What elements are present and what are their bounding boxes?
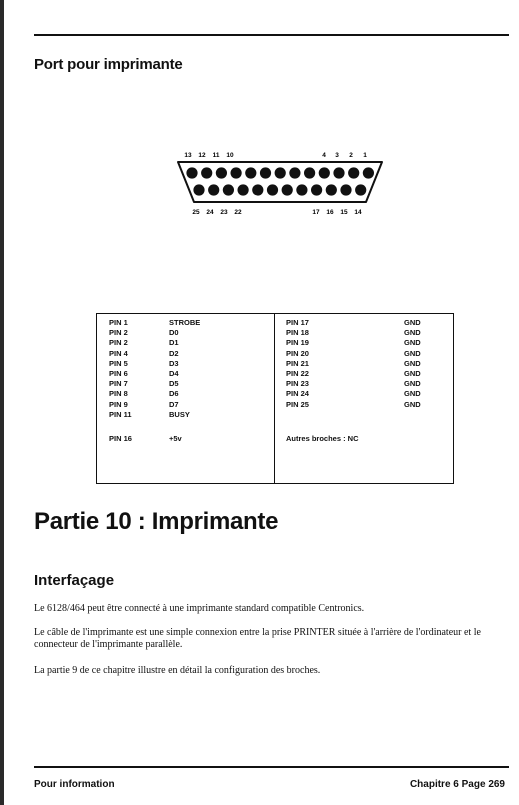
paragraph-2: Le câble de l'imprimante est une simple connexion entre la prise PRINTER située à l'arrière de l'ordinateur et le connecteur de l'imprimante parallèle.: [34, 627, 481, 650]
pin-table-right-column: [286, 318, 446, 444]
pin-signal: D7: [169, 399, 179, 409]
pin-number: PIN 8: [109, 389, 128, 399]
pin-number: PIN 25: [286, 399, 309, 409]
row-gap: [109, 420, 269, 434]
pin-number: PIN 16: [109, 433, 132, 443]
pin-signal: GND: [404, 379, 421, 389]
pin-signal: D2: [169, 348, 179, 358]
bottom-rule: [34, 766, 509, 768]
connector-pin: [186, 167, 197, 178]
top-pin-label: 2: [349, 152, 353, 159]
connector-pin: [260, 167, 271, 178]
bottom-pin-label: 15: [340, 209, 348, 216]
top-pin-label: 1: [363, 152, 367, 159]
table-divider: [274, 314, 275, 483]
pin-row: [286, 328, 446, 338]
connector-pin: [333, 167, 344, 178]
section-title: Port pour imprimante: [34, 56, 183, 73]
pin-number: PIN 7: [109, 379, 128, 389]
top-pin-label: 3: [335, 152, 339, 159]
connector-pin: [238, 184, 249, 195]
pin-signal: BUSY: [169, 409, 190, 419]
connector-pin: [208, 184, 219, 195]
paragraph-3: La partie 9 de ce chapitre illustre en détail la configuration des broches.: [34, 665, 321, 676]
pin-number: PIN 19: [286, 338, 309, 348]
connector-pin: [201, 167, 212, 178]
top-pin-label: 10: [226, 152, 234, 159]
pin-number: PIN 2: [109, 338, 128, 348]
connector-pin: [340, 184, 351, 195]
connector-pin: [193, 184, 204, 195]
connector-pin: [304, 167, 315, 178]
connector-pin: [355, 184, 366, 195]
pin-signal: D5: [169, 379, 179, 389]
connector-pin: [311, 184, 322, 195]
pin-row: [286, 379, 446, 389]
pin-row: [109, 328, 269, 338]
pin-number: PIN 2: [109, 328, 128, 338]
connector-pin: [326, 184, 337, 195]
pin-signal: +5v: [169, 433, 182, 443]
pin-number: PIN 4: [109, 348, 128, 358]
connector-pin: [216, 167, 227, 178]
pin-number: PIN 1: [109, 318, 128, 327]
pin-row: [109, 359, 269, 369]
pin-row: [286, 400, 446, 410]
connector-pin: [231, 167, 242, 178]
pin-number: PIN 6: [109, 368, 128, 378]
footer-left: Pour information: [34, 779, 115, 790]
pin-signal: D1: [169, 338, 179, 348]
pin-signal: GND: [404, 348, 421, 358]
pin-row: [109, 434, 269, 444]
pin-number: PIN 17: [286, 318, 309, 327]
pin-row: [286, 359, 446, 369]
connector-pin: [319, 167, 330, 178]
pin-row: [109, 338, 269, 348]
pin-row: [109, 349, 269, 359]
pin-row: [286, 318, 446, 328]
top-pin-labels: [184, 152, 367, 159]
connector-pin: [363, 167, 374, 178]
connector-pin: [296, 184, 307, 195]
bottom-pin-label: 22: [234, 209, 242, 216]
pin-row: [109, 318, 269, 328]
pin-row: [109, 369, 269, 379]
pin-signal: GND: [404, 358, 421, 368]
pin-row: [286, 338, 446, 348]
pin-number: PIN 24: [286, 389, 309, 399]
part-title: Partie 10 : Imprimante: [34, 508, 279, 535]
bottom-pin-label: 14: [354, 209, 362, 216]
page-edge-shadow: [0, 0, 4, 805]
pin-row: [109, 410, 269, 420]
pin-row: [109, 379, 269, 389]
pin-signal: GND: [404, 389, 421, 399]
pin-row: [286, 389, 446, 399]
pin-number: PIN 22: [286, 368, 309, 378]
pin-number: PIN 18: [286, 328, 309, 338]
bottom-pin-label: 17: [312, 209, 320, 216]
pin-number: PIN 21: [286, 358, 309, 368]
bottom-pin-labels: [192, 209, 362, 216]
pin-signal: D4: [169, 368, 179, 378]
pin-number: PIN 20: [286, 348, 309, 358]
pin-row-bottom: [193, 184, 366, 195]
pin-signal: GND: [404, 368, 421, 378]
connector-pin: [267, 184, 278, 195]
pin-number: PIN 9: [109, 399, 128, 409]
pin-signal: GND: [404, 338, 421, 348]
pin-row: [109, 389, 269, 399]
pin-table: [96, 313, 454, 484]
paragraph-1: Le 6128/464 peut être connecté à une imprimante standard compatible Centronics.: [34, 603, 365, 614]
connector-pin: [282, 184, 293, 195]
bottom-pin-label: 16: [326, 209, 334, 216]
connector-pin: [275, 167, 286, 178]
connector-pin: [223, 184, 234, 195]
bottom-pin-label: 24: [206, 209, 214, 216]
top-pin-label: 13: [184, 152, 192, 159]
pin-number: PIN 23: [286, 379, 309, 389]
pin-row-top: [186, 167, 374, 178]
pin-signal: GND: [404, 399, 421, 409]
pin-row: [109, 400, 269, 410]
pin-table-left-column: [109, 318, 269, 444]
subsection-title: Interfaçage: [34, 572, 115, 589]
pin-signal: D0: [169, 328, 179, 338]
bottom-pin-label: 23: [220, 209, 228, 216]
pin-signal: D3: [169, 358, 179, 368]
pin-signal: D6: [169, 389, 179, 399]
other-pins-note: Autres broches : NC: [286, 433, 359, 443]
pin-signal: GND: [404, 328, 421, 338]
top-pin-label: 12: [198, 152, 206, 159]
pin-number: PIN 5: [109, 358, 128, 368]
top-pin-label: 11: [212, 152, 220, 159]
pin-signal: GND: [404, 318, 421, 327]
pin-signal: STROBE: [169, 318, 201, 327]
top-pin-label: 4: [322, 152, 326, 159]
connector-pin: [348, 167, 359, 178]
connector-pin: [252, 184, 263, 195]
top-rule: [34, 34, 509, 36]
row-gap: [286, 410, 446, 434]
pin-row: [286, 349, 446, 359]
connector-pin: [245, 167, 256, 178]
pin-number: PIN 11: [109, 409, 132, 419]
db25-connector-diagram: [170, 148, 390, 218]
footer-right: Chapitre 6 Page 269: [409, 779, 505, 790]
bottom-pin-label: 25: [192, 209, 200, 216]
pin-row: [286, 369, 446, 379]
connector-pin: [289, 167, 300, 178]
